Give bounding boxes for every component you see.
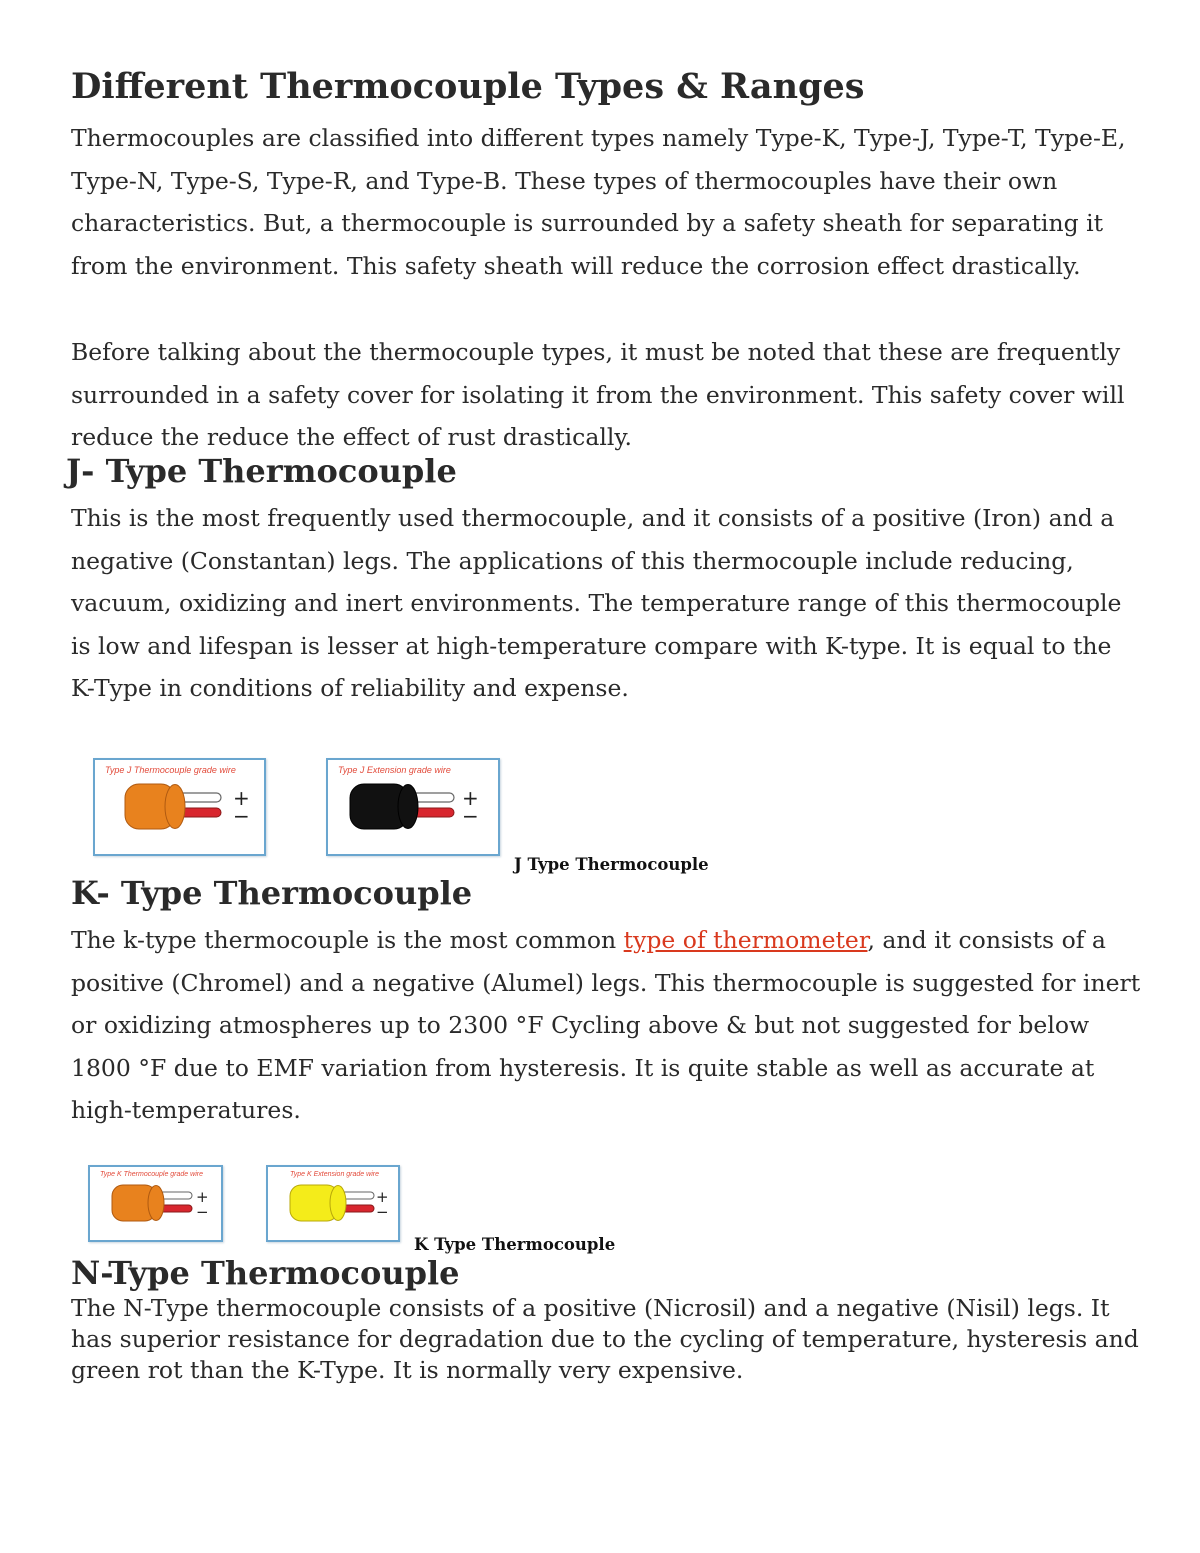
- minus-sign: −: [233, 804, 250, 828]
- wire-image-label: Type K Extension grade wire: [290, 1171, 379, 1178]
- k-type-paragraph: [71, 919, 1141, 1132]
- page-title: Different Thermocouple Types & Ranges: [71, 66, 865, 107]
- k-thermocouple-wire-image: [88, 1165, 223, 1242]
- wire-image-label: Type J Extension grade wire: [338, 765, 451, 775]
- plus-sign: +: [462, 786, 479, 810]
- intro-paragraph-1: Thermocouples are classified into different types namely Type-K, Type-J, Type-T, Type-E, Type-N, Type-S, Type-R, and Type-B. These types of thermocouples have their own characteristics. But, a thermocouple is surrounded by a safety sheath for separating it from the environment. This safety sheath will reduce the corrosion effect drastically.: [71, 124, 1126, 280]
- j-extension-wire-image: [326, 758, 500, 856]
- plus-sign: +: [196, 1188, 209, 1206]
- j-type-heading: J- Type Thermocouple: [66, 452, 457, 490]
- wire-image-label: Type K Thermocouple grade wire: [100, 1171, 203, 1178]
- extension-wire-icon: [268, 1167, 398, 1240]
- j-thermocouple-wire-image: [93, 758, 266, 856]
- minus-sign: −: [196, 1203, 209, 1221]
- thermocouple-wire-icon: [95, 760, 264, 854]
- k-type-text-start: The k-type thermocouple is the most common: [71, 926, 624, 954]
- k-type-text-end: , and it consists of a positive (Chromel) and a negative (Alumel) legs. This thermocouple is suggested for inert or oxidizing atmospheres up to 2300 °F Cycling above & but not suggested for below 1800 °F due to EMF variation from hysteresis. It is quite stable as well as accurate at high-temperatures.: [71, 926, 1141, 1124]
- k-type-heading: K- Type Thermocouple: [71, 874, 473, 912]
- k-extension-wire-image: [266, 1165, 400, 1242]
- type-of-thermometer-link[interactable]: type of thermometer: [623, 926, 868, 954]
- minus-sign: −: [462, 804, 479, 828]
- j-type-caption: J Type Thermocouple: [514, 855, 709, 874]
- intro-paragraph-2: Before talking about the thermocouple types, it must be noted that these are frequently surrounded in a safety cover for isolating it from the environment. This safety cover will reduce the reduce the effect of rust drastically.: [71, 338, 1125, 451]
- wire-image-label: Type J Thermocouple grade wire: [105, 765, 236, 775]
- thermocouple-wire-icon: [90, 1167, 221, 1240]
- minus-sign: −: [376, 1203, 389, 1221]
- plus-sign: +: [233, 786, 250, 810]
- n-type-heading: N-Type Thermocouple: [71, 1254, 460, 1292]
- plus-sign: +: [376, 1188, 389, 1206]
- j-type-paragraph: This is the most frequently used thermocouple, and it consists of a positive (Iron) and a negative (Constantan) legs. The applications of this thermocouple include reducing, vacuum, oxidizing and inert environments. The temperature range of this thermocouple is low and lifespan is lesser at high-temperature compare with K-type. It is equal to the K-Type in conditions of reliability and expense.: [71, 504, 1122, 702]
- n-type-paragraph: The N-Type thermocouple consists of a positive (Nicrosil) and a negative (Nisil) legs. It has superior resistance for degradation due to the cycling of temperature, hysteresis and green rot than the K-Type. It is normally very expensive.: [71, 1294, 1139, 1384]
- k-type-caption: K Type Thermocouple: [414, 1235, 616, 1254]
- extension-wire-icon: [328, 760, 498, 854]
